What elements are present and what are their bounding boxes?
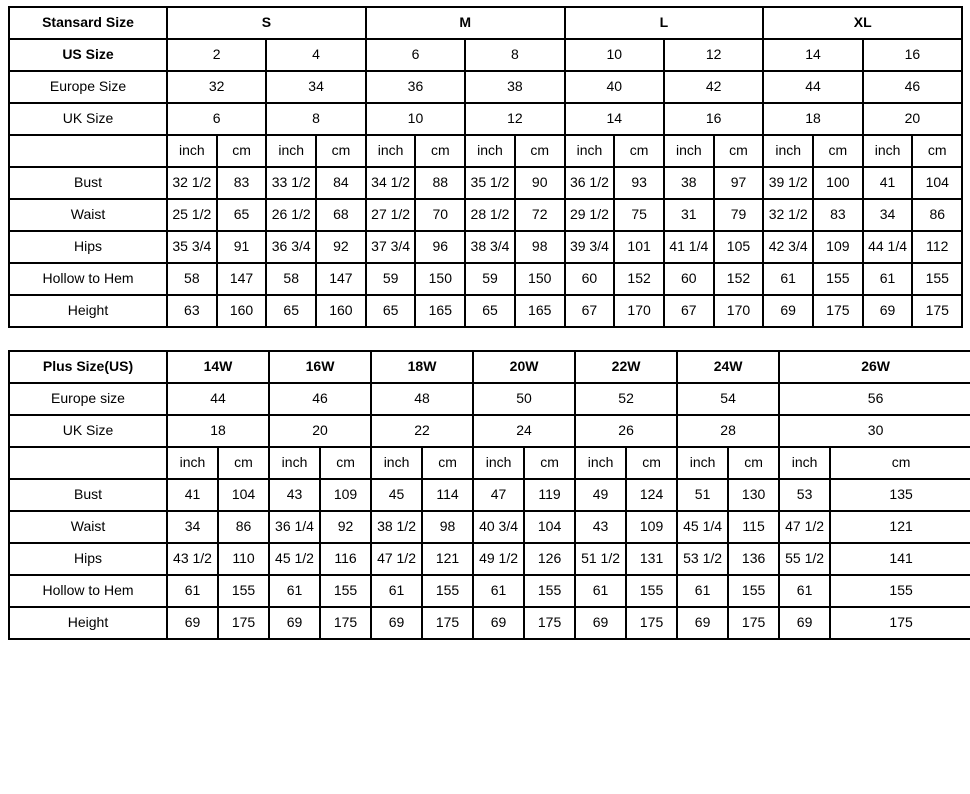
plus-unit-cell-9: cm <box>626 447 677 479</box>
cell-us-size-6: 14 <box>763 39 862 71</box>
row-label-bust: Bust <box>9 167 167 199</box>
cell-waist-8: 29 1/2 <box>565 199 615 231</box>
cell-waist-9: 75 <box>614 199 664 231</box>
cell-hollow-3: 147 <box>316 263 366 295</box>
cell-us-size-1: 4 <box>266 39 365 71</box>
unit-cell-12: inch <box>763 135 813 167</box>
cell-waist-11: 79 <box>714 199 764 231</box>
cell-waist-1: 65 <box>217 199 267 231</box>
cell-hollow-13: 155 <box>813 263 863 295</box>
plus-row-label-hollow-to-hem: Hollow to Hem <box>9 575 167 607</box>
plus-cell-height-4: 69 <box>371 607 422 639</box>
cell-bust-13: 100 <box>813 167 863 199</box>
plus-unit-cell-10: inch <box>677 447 728 479</box>
cell-height-2: 65 <box>266 295 316 327</box>
plus-cell-hollow-3: 155 <box>320 575 371 607</box>
plus-unit-cell-8: inch <box>575 447 626 479</box>
plus-cell-height-8: 69 <box>575 607 626 639</box>
plus-cell-height-9: 175 <box>626 607 677 639</box>
plus-cell-europe-5: 54 <box>677 383 779 415</box>
table-row <box>9 479 970 511</box>
cell-europe-size-7: 46 <box>863 71 962 103</box>
plus-cell-bust-11: 130 <box>728 479 779 511</box>
cell-height-5: 165 <box>415 295 465 327</box>
cell-uk-size-4: 14 <box>565 103 664 135</box>
cell-hollow-5: 150 <box>415 263 465 295</box>
cell-europe-size-3: 38 <box>465 71 564 103</box>
table-row <box>9 263 962 295</box>
plus-cell-waist-8: 43 <box>575 511 626 543</box>
plus-cell-bust-5: 114 <box>422 479 473 511</box>
cell-hips-10: 41 1/4 <box>664 231 714 263</box>
cell-bust-14: 41 <box>863 167 913 199</box>
plus-cell-bust-7: 119 <box>524 479 575 511</box>
plus-cell-hollow-12: 61 <box>779 575 830 607</box>
plus-cell-hips-8: 51 1/2 <box>575 543 626 575</box>
cell-us-size-7: 16 <box>863 39 962 71</box>
cell-hips-2: 36 3/4 <box>266 231 316 263</box>
cell-uk-size-3: 12 <box>465 103 564 135</box>
cell-bust-2: 33 1/2 <box>266 167 316 199</box>
cell-hollow-7: 150 <box>515 263 565 295</box>
plus-cell-bust-13: 135 <box>830 479 970 511</box>
cell-hips-15: 112 <box>912 231 962 263</box>
plus-cell-europe-0: 44 <box>167 383 269 415</box>
table-row <box>9 295 962 327</box>
plus-cell-hollow-8: 61 <box>575 575 626 607</box>
cell-bust-7: 90 <box>515 167 565 199</box>
cell-waist-15: 86 <box>912 199 962 231</box>
group-header-xl: XL <box>763 7 962 39</box>
table-row <box>9 71 962 103</box>
plus-cell-hips-5: 121 <box>422 543 473 575</box>
plus-cell-hips-7: 126 <box>524 543 575 575</box>
plus-group-header-26w: 26W <box>779 351 970 383</box>
cell-europe-size-2: 36 <box>366 71 465 103</box>
plus-cell-hips-3: 116 <box>320 543 371 575</box>
plus-cell-waist-10: 45 1/4 <box>677 511 728 543</box>
cell-bust-8: 36 1/2 <box>565 167 615 199</box>
cell-bust-9: 93 <box>614 167 664 199</box>
plus-cell-waist-5: 98 <box>422 511 473 543</box>
plus-cell-bust-4: 45 <box>371 479 422 511</box>
cell-hollow-1: 147 <box>217 263 267 295</box>
plus-row-label-hips: Hips <box>9 543 167 575</box>
plus-cell-europe-2: 48 <box>371 383 473 415</box>
plus-row-label-height: Height <box>9 607 167 639</box>
unit-row-label <box>9 135 167 167</box>
unit-cell-3: cm <box>316 135 366 167</box>
plus-cell-hips-2: 45 1/2 <box>269 543 320 575</box>
plus-unit-cell-0: inch <box>167 447 218 479</box>
plus-cell-waist-1: 86 <box>218 511 269 543</box>
cell-waist-7: 72 <box>515 199 565 231</box>
plus-cell-europe-3: 50 <box>473 383 575 415</box>
table-row <box>9 167 962 199</box>
cell-bust-6: 35 1/2 <box>465 167 515 199</box>
cell-us-size-4: 10 <box>565 39 664 71</box>
plus-unit-row-label <box>9 447 167 479</box>
cell-uk-size-7: 20 <box>863 103 962 135</box>
cell-europe-size-4: 40 <box>565 71 664 103</box>
unit-row <box>9 447 970 479</box>
unit-cell-9: cm <box>614 135 664 167</box>
cell-hips-9: 101 <box>614 231 664 263</box>
plus-cell-height-13: 175 <box>830 607 970 639</box>
cell-height-0: 63 <box>167 295 217 327</box>
plus-cell-waist-3: 92 <box>320 511 371 543</box>
cell-bust-12: 39 1/2 <box>763 167 813 199</box>
plus-cell-hips-4: 47 1/2 <box>371 543 422 575</box>
cell-waist-12: 32 1/2 <box>763 199 813 231</box>
row-label-waist: Waist <box>9 199 167 231</box>
plus-cell-uk-0: 18 <box>167 415 269 447</box>
cell-hollow-0: 58 <box>167 263 217 295</box>
plus-cell-hips-13: 141 <box>830 543 970 575</box>
cell-hollow-8: 60 <box>565 263 615 295</box>
cell-europe-size-5: 42 <box>664 71 763 103</box>
plus-cell-hollow-4: 61 <box>371 575 422 607</box>
plus-unit-cell-5: cm <box>422 447 473 479</box>
cell-hips-7: 98 <box>515 231 565 263</box>
unit-cell-6: inch <box>465 135 515 167</box>
plus-group-header-16w: 16W <box>269 351 371 383</box>
plus-cell-hips-10: 53 1/2 <box>677 543 728 575</box>
plus-group-header-22w: 22W <box>575 351 677 383</box>
plus-row-label-uk-size: UK Size <box>9 415 167 447</box>
plus-cell-hollow-5: 155 <box>422 575 473 607</box>
cell-bust-3: 84 <box>316 167 366 199</box>
standard-size-table <box>8 6 963 328</box>
cell-waist-2: 26 1/2 <box>266 199 316 231</box>
plus-cell-hollow-10: 61 <box>677 575 728 607</box>
cell-height-11: 170 <box>714 295 764 327</box>
plus-cell-waist-9: 109 <box>626 511 677 543</box>
group-header-s: S <box>167 7 366 39</box>
table-row <box>9 199 962 231</box>
row-label-uk-size: UK Size <box>9 103 167 135</box>
unit-row <box>9 135 962 167</box>
cell-us-size-0: 2 <box>167 39 266 71</box>
unit-cell-0: inch <box>167 135 217 167</box>
row-label-europe-size: Europe Size <box>9 71 167 103</box>
plus-cell-bust-6: 47 <box>473 479 524 511</box>
cell-hollow-14: 61 <box>863 263 913 295</box>
plus-label-header: Plus Size(US) <box>9 351 167 383</box>
cell-europe-size-0: 32 <box>167 71 266 103</box>
plus-cell-uk-3: 24 <box>473 415 575 447</box>
plus-cell-waist-4: 38 1/2 <box>371 511 422 543</box>
group-header-l: L <box>565 7 764 39</box>
cell-hips-8: 39 3/4 <box>565 231 615 263</box>
plus-cell-height-3: 175 <box>320 607 371 639</box>
row-label-hollow-to-hem: Hollow to Hem <box>9 263 167 295</box>
cell-waist-13: 83 <box>813 199 863 231</box>
plus-cell-hollow-6: 61 <box>473 575 524 607</box>
row-label-hips: Hips <box>9 231 167 263</box>
cell-bust-15: 104 <box>912 167 962 199</box>
unit-cell-7: cm <box>515 135 565 167</box>
cell-hips-3: 92 <box>316 231 366 263</box>
plus-cell-hips-11: 136 <box>728 543 779 575</box>
cell-hollow-11: 152 <box>714 263 764 295</box>
plus-unit-cell-2: inch <box>269 447 320 479</box>
cell-height-7: 165 <box>515 295 565 327</box>
plus-cell-waist-7: 104 <box>524 511 575 543</box>
plus-cell-bust-8: 49 <box>575 479 626 511</box>
cell-height-15: 175 <box>912 295 962 327</box>
table-row <box>9 575 970 607</box>
plus-size-table <box>8 350 970 640</box>
plus-cell-height-10: 69 <box>677 607 728 639</box>
row-label-height: Height <box>9 295 167 327</box>
plus-cell-height-12: 69 <box>779 607 830 639</box>
plus-cell-height-2: 69 <box>269 607 320 639</box>
cell-height-12: 69 <box>763 295 813 327</box>
plus-cell-uk-1: 20 <box>269 415 371 447</box>
plus-cell-bust-9: 124 <box>626 479 677 511</box>
standard-label-header: Stansard Size <box>9 7 167 39</box>
plus-cell-hips-1: 110 <box>218 543 269 575</box>
cell-uk-size-6: 18 <box>763 103 862 135</box>
cell-height-13: 175 <box>813 295 863 327</box>
plus-unit-cell-6: inch <box>473 447 524 479</box>
plus-cell-bust-3: 109 <box>320 479 371 511</box>
cell-hips-6: 38 3/4 <box>465 231 515 263</box>
plus-unit-cell-12: inch <box>779 447 830 479</box>
plus-unit-cell-1: cm <box>218 447 269 479</box>
cell-hollow-10: 60 <box>664 263 714 295</box>
cell-europe-size-1: 34 <box>266 71 365 103</box>
plus-cell-height-5: 175 <box>422 607 473 639</box>
cell-bust-11: 97 <box>714 167 764 199</box>
plus-cell-uk-2: 22 <box>371 415 473 447</box>
plus-cell-height-7: 175 <box>524 607 575 639</box>
plus-cell-bust-10: 51 <box>677 479 728 511</box>
plus-group-header-18w: 18W <box>371 351 473 383</box>
cell-bust-5: 88 <box>415 167 465 199</box>
unit-cell-15: cm <box>912 135 962 167</box>
plus-cell-bust-0: 41 <box>167 479 218 511</box>
cell-bust-10: 38 <box>664 167 714 199</box>
cell-hollow-9: 152 <box>614 263 664 295</box>
table-row <box>9 103 962 135</box>
plus-row-label-bust: Bust <box>9 479 167 511</box>
table-row <box>9 39 962 71</box>
cell-height-4: 65 <box>366 295 416 327</box>
table-row <box>9 415 970 447</box>
plus-cell-uk-6: 30 <box>779 415 970 447</box>
plus-unit-cell-4: inch <box>371 447 422 479</box>
table-row <box>9 7 962 39</box>
plus-cell-waist-13: 121 <box>830 511 970 543</box>
plus-cell-hips-6: 49 1/2 <box>473 543 524 575</box>
unit-cell-11: cm <box>714 135 764 167</box>
plus-cell-height-1: 175 <box>218 607 269 639</box>
plus-cell-uk-5: 28 <box>677 415 779 447</box>
cell-bust-1: 83 <box>217 167 267 199</box>
plus-group-header-14w: 14W <box>167 351 269 383</box>
plus-cell-height-0: 69 <box>167 607 218 639</box>
unit-cell-1: cm <box>217 135 267 167</box>
plus-cell-waist-0: 34 <box>167 511 218 543</box>
cell-height-3: 160 <box>316 295 366 327</box>
plus-cell-uk-4: 26 <box>575 415 677 447</box>
cell-uk-size-2: 10 <box>366 103 465 135</box>
unit-cell-2: inch <box>266 135 316 167</box>
cell-waist-4: 27 1/2 <box>366 199 416 231</box>
unit-cell-10: inch <box>664 135 714 167</box>
cell-bust-4: 34 1/2 <box>366 167 416 199</box>
cell-waist-3: 68 <box>316 199 366 231</box>
cell-height-8: 67 <box>565 295 615 327</box>
table-row <box>9 383 970 415</box>
plus-cell-hips-12: 55 1/2 <box>779 543 830 575</box>
plus-unit-cell-3: cm <box>320 447 371 479</box>
table-row <box>9 231 962 263</box>
cell-uk-size-5: 16 <box>664 103 763 135</box>
cell-height-9: 170 <box>614 295 664 327</box>
table-divider <box>8 328 962 350</box>
plus-cell-hips-9: 131 <box>626 543 677 575</box>
unit-cell-4: inch <box>366 135 416 167</box>
plus-cell-height-6: 69 <box>473 607 524 639</box>
cell-uk-size-0: 6 <box>167 103 266 135</box>
plus-cell-bust-1: 104 <box>218 479 269 511</box>
cell-us-size-5: 12 <box>664 39 763 71</box>
plus-unit-cell-7: cm <box>524 447 575 479</box>
plus-unit-cell-13: cm <box>830 447 970 479</box>
plus-cell-europe-4: 52 <box>575 383 677 415</box>
plus-cell-hollow-11: 155 <box>728 575 779 607</box>
cell-hips-5: 96 <box>415 231 465 263</box>
cell-uk-size-1: 8 <box>266 103 365 135</box>
cell-waist-10: 31 <box>664 199 714 231</box>
cell-us-size-3: 8 <box>465 39 564 71</box>
cell-europe-size-6: 44 <box>763 71 862 103</box>
unit-cell-13: cm <box>813 135 863 167</box>
cell-hips-14: 44 1/4 <box>863 231 913 263</box>
table-row <box>9 351 970 383</box>
cell-hollow-15: 155 <box>912 263 962 295</box>
cell-waist-6: 28 1/2 <box>465 199 515 231</box>
cell-hollow-6: 59 <box>465 263 515 295</box>
cell-waist-14: 34 <box>863 199 913 231</box>
unit-cell-5: cm <box>415 135 465 167</box>
plus-cell-waist-12: 47 1/2 <box>779 511 830 543</box>
plus-row-label-waist: Waist <box>9 511 167 543</box>
cell-hollow-2: 58 <box>266 263 316 295</box>
group-header-m: M <box>366 7 565 39</box>
cell-hips-4: 37 3/4 <box>366 231 416 263</box>
cell-height-1: 160 <box>217 295 267 327</box>
cell-hips-11: 105 <box>714 231 764 263</box>
plus-unit-cell-11: cm <box>728 447 779 479</box>
plus-cell-height-11: 175 <box>728 607 779 639</box>
cell-hips-0: 35 3/4 <box>167 231 217 263</box>
plus-cell-hips-0: 43 1/2 <box>167 543 218 575</box>
cell-waist-5: 70 <box>415 199 465 231</box>
cell-hips-13: 109 <box>813 231 863 263</box>
row-label-us-size: US Size <box>9 39 167 71</box>
plus-cell-waist-2: 36 1/4 <box>269 511 320 543</box>
cell-us-size-2: 6 <box>366 39 465 71</box>
cell-waist-0: 25 1/2 <box>167 199 217 231</box>
cell-height-10: 67 <box>664 295 714 327</box>
cell-hips-1: 91 <box>217 231 267 263</box>
table-row <box>9 543 970 575</box>
cell-hollow-12: 61 <box>763 263 813 295</box>
cell-hips-12: 42 3/4 <box>763 231 813 263</box>
plus-cell-hollow-13: 155 <box>830 575 970 607</box>
cell-height-14: 69 <box>863 295 913 327</box>
plus-cell-hollow-9: 155 <box>626 575 677 607</box>
plus-cell-europe-6: 56 <box>779 383 970 415</box>
cell-hollow-4: 59 <box>366 263 416 295</box>
plus-cell-waist-6: 40 3/4 <box>473 511 524 543</box>
cell-bust-0: 32 1/2 <box>167 167 217 199</box>
table-row <box>9 511 970 543</box>
table-row <box>9 607 970 639</box>
plus-cell-hollow-2: 61 <box>269 575 320 607</box>
plus-group-header-24w: 24W <box>677 351 779 383</box>
plus-cell-hollow-1: 155 <box>218 575 269 607</box>
plus-group-header-20w: 20W <box>473 351 575 383</box>
cell-height-6: 65 <box>465 295 515 327</box>
plus-cell-waist-11: 115 <box>728 511 779 543</box>
plus-cell-bust-2: 43 <box>269 479 320 511</box>
plus-cell-hollow-0: 61 <box>167 575 218 607</box>
plus-cell-europe-1: 46 <box>269 383 371 415</box>
unit-cell-8: inch <box>565 135 615 167</box>
unit-cell-14: inch <box>863 135 913 167</box>
plus-row-label-europe-size: Europe size <box>9 383 167 415</box>
plus-cell-hollow-7: 155 <box>524 575 575 607</box>
plus-cell-bust-12: 53 <box>779 479 830 511</box>
